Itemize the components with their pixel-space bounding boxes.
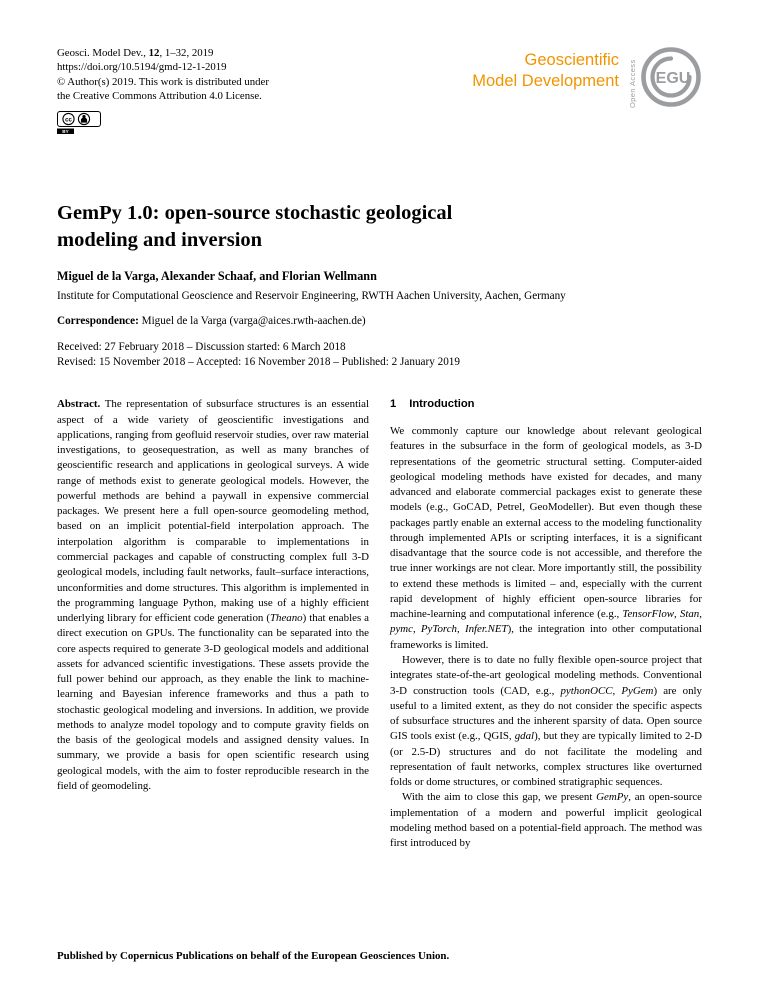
correspondence-line (57, 315, 702, 327)
license-line-2: the Creative Commons Attribution 4.0 License. (57, 90, 262, 103)
publisher-footer: Published by Copernicus Publications on behalf of the European Geosciences Union. (57, 950, 450, 962)
correspondence-value: Miguel de la Varga (varga@aices.rwth-aachen.de) (141, 314, 366, 327)
revised-line: Revised: 15 November 2018 – Accepted: 16 November 2018 – Published: 2 January 2019 (57, 356, 460, 369)
svg-text:BY: BY (62, 128, 69, 134)
journal-reference: Geosci. Model Dev., 12, 1–32, 2019 (57, 47, 214, 59)
section-title: Introduction (409, 398, 475, 411)
journal-name-line-1: Geoscientific (524, 51, 619, 69)
egu-logo (640, 46, 702, 108)
title-line-1: GemPy 1.0: open-source stochastic geological (57, 202, 453, 225)
title-line-2: modeling and inversion (57, 228, 263, 251)
license-line-1: © Author(s) 2019. This work is distributed under (57, 75, 269, 88)
received-line: Received: 27 February 2018 – Discussion started: 6 March 2018 (57, 340, 346, 353)
cc-by-license-badge[interactable] (57, 111, 103, 138)
introduction-paragraph-3: With the aim to close this gap, we present GemPy, an open-source implementation of a modern and powerful implicit geological modeling method based on a potential-field approach. The method was first introduced by (390, 791, 702, 850)
header (57, 46, 702, 138)
dates-block (57, 340, 702, 372)
page-title (57, 200, 702, 253)
section-number: 1 (390, 398, 397, 411)
section-heading-introduction (390, 397, 702, 413)
citation-block (57, 46, 269, 138)
introduction-column (390, 397, 702, 851)
introduction-paragraph-1: We commonly capture our knowledge about relevant geological features in the subsurface in the form of geological models, as 3-D representations of the geometric structural setting. Computer-aided geological modeling methods have existed for decades, and many advanced and elaborate commercial packages exist to generate these models (e.g., GoCAD, Petrel, GeoModeller). But even though these packages partly enable an external access to the modeling functionality through implemented APIs or scripting interfaces, it is a significant disadvantage that the source code is not accessible, and therefore the true inner workings are not clear. More importantly still, the possibility to extend these methods is limited – and, especially with the current rapid development of highly efficient open-source libraries for machine-learning and computational inference (e.g., TensorFlow, Stan, pymc, PyTorch, Infer.NET), the integration into other computational frameworks is limited. (390, 425, 702, 651)
authors-line: Miguel de la Varga, Alexander Schaaf, and Florian Wellmann (57, 268, 377, 283)
abstract-paragraph: Abstract. The representation of subsurface structures is an essential aspect of a wide variety of geoscientific investigations and applications, ranging from geofluid reservoir studies, over raw material investigations, to geosequestration, as well as many branches of geoscientific research and applications in geological surveys. A wide range of methods exist to generate geological models. However, the powerful methods are behind a paywall in expensive commercial packages. We present here a full open-source geomodeling method, based on an implicit potential-field interpolation approach. The interpolation algorithm is comparable to implementations in commercial packages and capable of constructing complex full 3-D geological models, including fault networks, fault–surface interactions, unconformities and dome structures. This algorithm is implemented in the programming language Python, making use of a highly efficient underlying library for efficient code generation (Theano) that enables a direct execution on GPUs. The functionality can be separated into the core aspects required to generate 3-D geological models and additional assets for advanced scientific investigations. These assets provide the full power behind our approach, as they enable the link to machine-learning and Bayesian inference frameworks and thus a path to stochastic geological modeling and inversions. In addition, we provide methods to analyze model topology and to compute gravity fields on the basis of the geological models and assigned density values. In summary, we provide a basis for open scientific research using geological models, with the aim to foster reproducible research in the field of geomodeling. (57, 398, 369, 792)
svg-text:EGU: EGU (655, 70, 691, 87)
body-columns (57, 397, 702, 851)
journal-brand (472, 46, 702, 108)
correspondence-label: Correspondence: (57, 314, 139, 327)
abstract-column (57, 397, 369, 851)
doi-link[interactable]: https://doi.org/10.5194/gmd-12-1-2019 (57, 61, 227, 74)
journal-name (472, 50, 619, 92)
egu-logo-icon (640, 46, 702, 108)
svg-text:cc: cc (65, 117, 72, 124)
cc-by-icon (57, 111, 103, 134)
introduction-paragraph-2: However, there is to date no fully flexible open-source project that integrates state-of-the-art geological modeling methods. Conventional 3-D construction tools (CAD, e.g., pythonOCC, PyGem) are only useful to a limited extent, as they do not consider the specific aspects of subsurface structures and the inherent sparsity of data. Open source GIS tools exist (e.g., QGIS, gdal), but they are typically limited to 2-D (or 2.5-D) structures and do not facilitate the modeling and representation of fault networks, complex structures like overturned folds or dome structures, or combined stratigraphic sequences. (390, 654, 703, 789)
affiliation-line: Institute for Computational Geoscience and Reservoir Engineering, RWTH Aachen University, Aachen, Germany (57, 289, 566, 302)
open-access-label: Open Access (628, 59, 637, 108)
journal-name-line-2: Model Development (472, 72, 619, 91)
